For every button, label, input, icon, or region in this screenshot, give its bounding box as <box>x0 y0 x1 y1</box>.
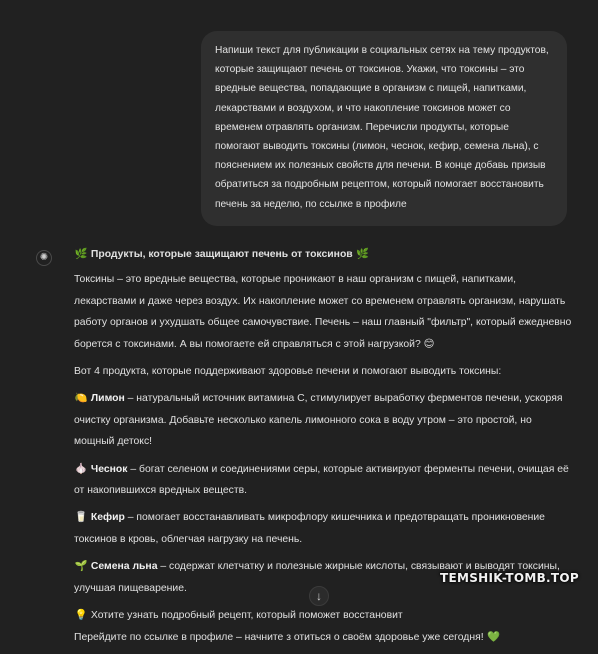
call-to-action <box>74 605 574 648</box>
lemon-icon: 🍋 <box>74 393 88 405</box>
answer-heading <box>74 244 574 265</box>
list-item-kefir <box>74 507 574 550</box>
seedling-icon: 🌱 <box>74 561 88 573</box>
cta-text: Хотите узнать подробный рецепт, который поможет восстановит <box>90 610 403 622</box>
list-intro: Вот 4 продукта, которые поддерживают здоровье печени и помогают выводить токсины: <box>74 366 502 378</box>
assistant-avatar-icon: ✺ <box>36 250 52 266</box>
watermark-text: TEMSHIK-TOMB.TOP <box>440 571 579 585</box>
list-item-name: Лимон <box>90 393 125 405</box>
user-message-bubble <box>201 31 567 226</box>
scroll-to-bottom-button[interactable] <box>309 586 329 606</box>
cta-text-line2: Перейдите по ссылке в профиле – начните з отиться о своём здоровье уже сегодня! <box>74 631 484 643</box>
list-item-lemon <box>74 388 574 452</box>
list-item-desc: – богат селеном и соединениями серы, которые активируют ферменты печени, очищая её от накопившихся вредных веществ. <box>74 463 569 497</box>
list-item-desc: – помогает восстанавливать микрофлору кишечника и предотвращать проникновение токсинов в кровь, облегчая нагрузку на печень. <box>74 512 545 545</box>
list-item-desc: – содержат клетчатку и полезные жирные кислоты, связывают и выводят токсины, улучшая пищеварение. <box>74 561 560 594</box>
list-item-name: Чеснок <box>90 463 128 475</box>
leaf-icon: 🌿 <box>74 249 88 260</box>
user-message-text: Напиши текст для публикации в социальных сетях на тему продуктов, которые защищают печень от токсинов. Укажи, что токсины – это вредные вещества, попадающие в организм с пищей, напитками, лекарствами и воздухом, и что накопление токсинов может со временем отравлять организм. Перечисли продукты, которые помогают выводить токсины (лимон, чеснок, кефир, семена льна), с пояснением их полезных свойств для печени. В конце добавь призыв обратиться за подробным рецептом, который помогает восстановить печень за неделю, по ссылке в профиле <box>215 45 549 210</box>
list-item-desc: – натуральный источник витамина С, стимулирует выработку ферментов печени, ускоряя очистку организма. Добавьте несколько капель лимонного сока в воду утром – это простой, но мощный детокс! <box>74 393 563 448</box>
list-item-name: Семена льна <box>90 561 158 573</box>
lightbulb-icon: 💡 <box>74 610 88 622</box>
answer-heading-text: Продукты, которые защищают печень от токсинов <box>90 249 353 260</box>
arrow-down-icon: ↓ <box>316 589 322 603</box>
answer-intro: Токсины – это вредные вещества, которые проникают в наш организм с пищей, напитками, лекарствами и даже через воздух. Их накопление может со временем отравлять организм, нарушать работу органов и ухудшать общее самочувствие. Печень – наш главный "фильтр", который ежедневно борется с токсинами. А вы помогаете ей справляться с этой нагрузкой? 😊 <box>74 274 572 350</box>
garlic-icon: 🧄 <box>74 463 88 475</box>
list-item-name: Кефир <box>90 512 125 524</box>
list-item-garlic <box>74 459 574 502</box>
milk-glass-icon: 🥛 <box>74 512 88 524</box>
leaf-icon-right: 🌿 <box>356 249 370 260</box>
green-heart-icon: 💚 <box>486 631 500 643</box>
